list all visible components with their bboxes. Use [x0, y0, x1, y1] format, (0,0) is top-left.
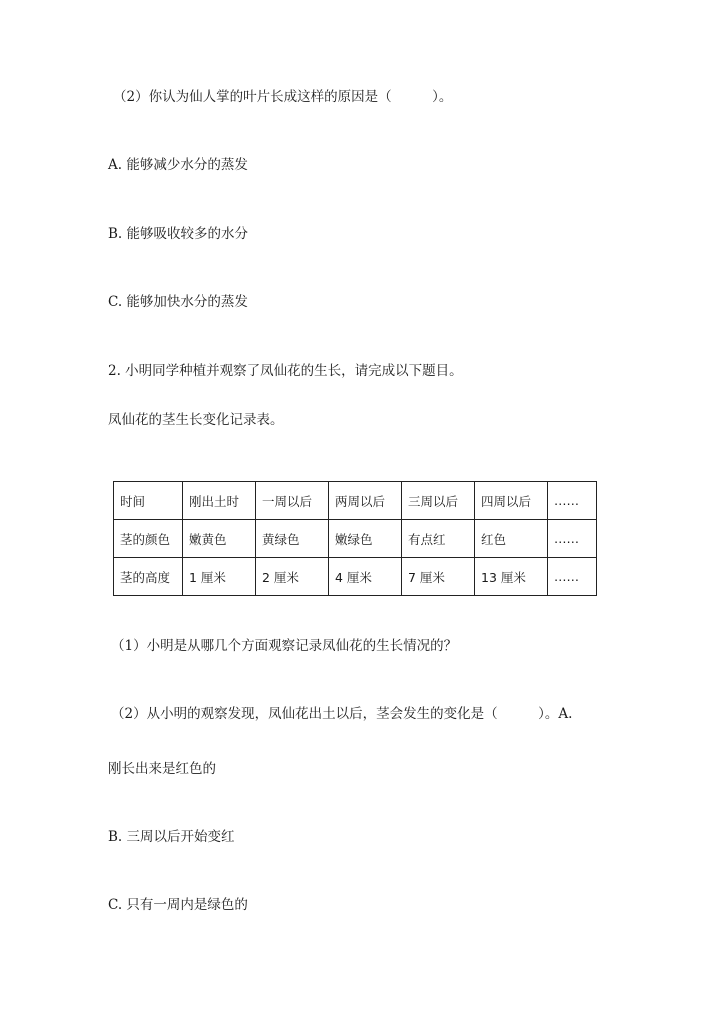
table-cell: 茎的高度 [114, 558, 183, 596]
table-cell: 黄绿色 [256, 520, 329, 558]
table-cell: 有点红 [402, 520, 475, 558]
table-cell: 13 厘米 [475, 558, 548, 596]
table-caption: 凤仙花的茎生长变化记录表。 [108, 412, 284, 428]
table-cell: 2 厘米 [256, 558, 329, 596]
table-cell: 四周以后 [475, 482, 548, 520]
table-cell: 刚出土时 [183, 482, 256, 520]
option-b: B. 三周以后开始变红 [108, 829, 235, 845]
table-cell: 两周以后 [329, 482, 402, 520]
table-cell: 嫩黄色 [183, 520, 256, 558]
option-c: C. 只有一周内是绿色的 [108, 897, 248, 913]
table-cell: 一周以后 [256, 482, 329, 520]
table-cell: 时间 [114, 482, 183, 520]
option-a: A. 能够减少水分的蒸发 [108, 157, 248, 173]
option-c: C. 能够加快水分的蒸发 [108, 294, 248, 310]
question-1-2-prompt: （2）你认为仙人掌的叶片长成这样的原因是（ ）。 [113, 89, 453, 105]
question-2-title: 2. 小明同学种植并观察了凤仙花的生长，请完成以下题目。 [108, 363, 463, 379]
option-a-continued: 刚长出来是红色的 [108, 761, 216, 777]
table-cell: …… [548, 482, 597, 520]
option-b: B. 能够吸收较多的水分 [108, 226, 249, 242]
table-cell: 茎的颜色 [114, 520, 183, 558]
growth-record-table [113, 481, 597, 596]
table-cell: …… [548, 520, 597, 558]
table-header-row [114, 482, 597, 520]
table-cell: 三周以后 [402, 482, 475, 520]
table-cell: 红色 [475, 520, 548, 558]
question-2-sub1: （1）小明是从哪几个方面观察记录凤仙花的生长情况的？ [111, 638, 458, 654]
table-cell: …… [548, 558, 597, 596]
table-cell: 嫩绿色 [329, 520, 402, 558]
question-2-sub2: （2）从小明的观察发现，凤仙花出土以后，茎会发生的变化是（ ）。A. [111, 706, 573, 722]
table-row [114, 520, 597, 558]
table-cell: 7 厘米 [402, 558, 475, 596]
table-cell: 1 厘米 [183, 558, 256, 596]
table-cell: 4 厘米 [329, 558, 402, 596]
table-row [114, 558, 597, 596]
